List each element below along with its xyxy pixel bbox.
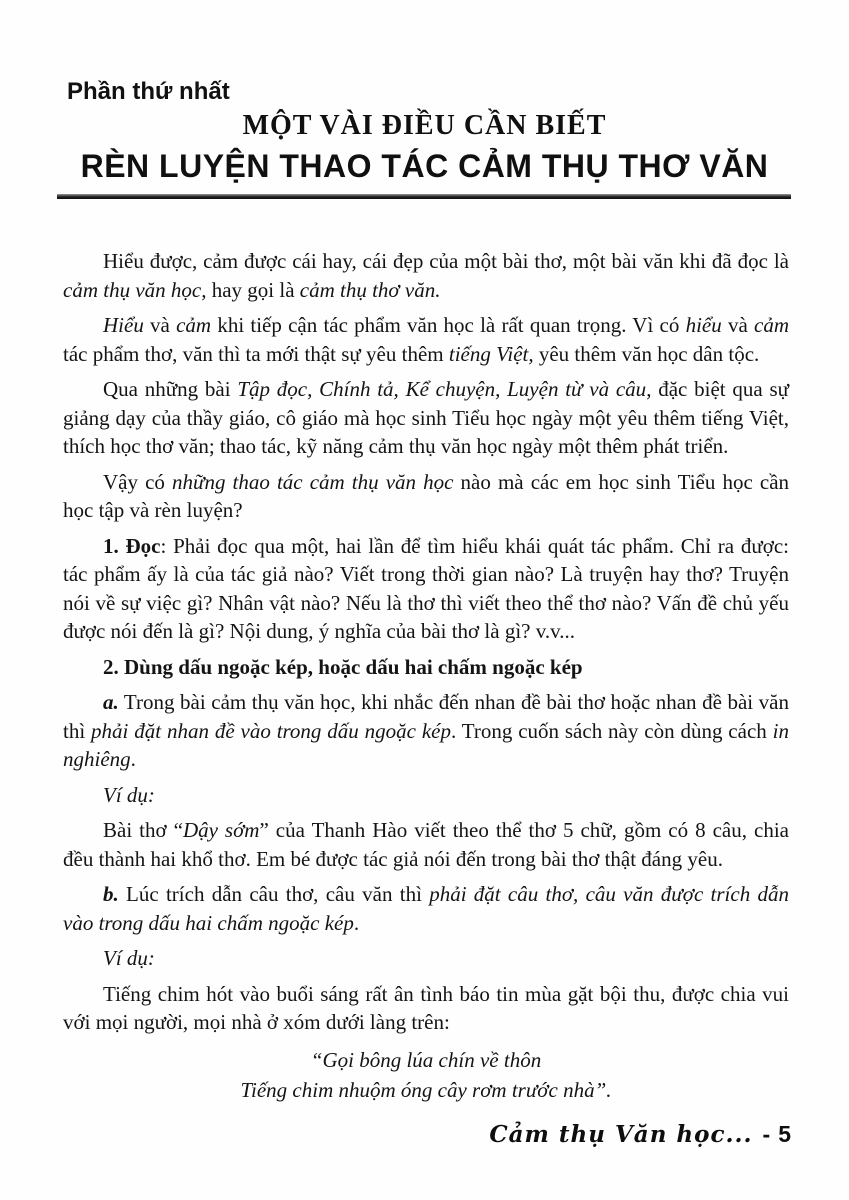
paragraph-block — [63, 375, 789, 461]
text-segment: phải đặt câu thơ, câu văn được trích dẫn vào trong dấu hai chấm ngoặc kép — [63, 882, 789, 935]
text-segment: cảm thụ thơ văn. — [299, 277, 441, 302]
text-segment: b. — [103, 882, 119, 906]
text-segment: in nghiêng — [63, 718, 789, 771]
paragraph-block — [63, 468, 789, 525]
text-segment: ” của Thanh Hào viết theo thể thơ 5 chữ, gồm có 8 câu, chia đều thành hai khổ thơ. Em bé được tác giả nói đến trong bài thơ thật đáng yêu. — [63, 818, 789, 871]
footer-page-number: 5 — [778, 1121, 791, 1147]
text-segment: Hiểu — [103, 313, 144, 337]
text-segment: và — [721, 313, 754, 337]
page-subtitle: RÈN LUYỆN THAO TÁC CẢM THỤ THƠ VĂN — [80, 148, 769, 184]
text-segment: Ví dụ: — [103, 782, 155, 807]
heading-block — [63, 653, 789, 682]
text-segment: Tiếng chim nhuộm óng cây rơm trước nhà”. — [240, 1078, 612, 1102]
text-segment: , đặc biệt qua sự giảng dạy của thầy giáo, cô giáo mà học sinh Tiểu học ngày một yêu thêm tiếng Việt, thích học thơ văn; thao tác, kỹ năng cảm thụ văn học ngày một thêm phát triển. — [63, 377, 790, 458]
text-segment: Qua những bài — [103, 377, 238, 401]
section-kicker: Phần thứ nhất — [67, 78, 230, 105]
text-segment: . — [353, 910, 360, 935]
text-segment: yêu thêm văn học dân tộc. — [533, 341, 760, 366]
text-segment: Bài thơ “ — [103, 818, 183, 842]
paragraph-block — [63, 880, 789, 937]
text-segment: và — [143, 313, 177, 337]
text-segment: : Phải đọc qua một, hai lần để tìm hiểu khái quát tác phẩm. Chỉ ra được: tác phẩm ấy là của tác giả nào? Viết trong thời gian nào? Là truyện hay thơ? Truyện nói về sự việc gì? Nhân vật nào? Nếu là thơ thì viết theo thể thơ nào? Vấn đề chủ yếu được nói đến là gì? Nội dung, ý nghĩa của bài thơ là gì? v.v... — [63, 533, 789, 643]
text-segment: khi tiếp cận tác phẩm văn học là rất quan trọng. Vì có — [211, 313, 686, 337]
text-segment: a. — [103, 690, 119, 714]
text-segment: hiểu — [685, 313, 722, 337]
text-segment: Trong bài cảm thụ văn học, khi nhắc đến nhan đề bài thơ hoặc nhan đề bài văn thì — [63, 690, 789, 743]
text-segment: những thao tác cảm thụ văn học — [172, 469, 454, 494]
paragraph-block — [63, 532, 789, 646]
text-segment: . — [130, 747, 136, 771]
page-footer — [489, 1121, 791, 1148]
example-block — [63, 944, 789, 973]
text-segment: Tiếng chim hót vào buổi sáng rất ân tình báo tin mùa gặt bội thu, được chia vui với mọi người, mọi nhà ở xóm dưới làng trên: — [63, 981, 789, 1034]
text-segment: Hiểu được, cảm được cái hay, cái đẹp của một bài thơ, một bài văn khi đã đọc là — [103, 249, 789, 273]
paragraph-block — [63, 247, 789, 304]
verse-block — [63, 1046, 789, 1075]
text-segment: phải đặt nhan đề vào trong dấu ngoặc kép — [91, 718, 451, 743]
text-segment: tiếng Việt, — [448, 341, 534, 366]
text-segment: . Trong cuốn sách này còn dùng cách — [451, 718, 773, 743]
text-segment: Dậy sớm — [182, 818, 260, 842]
text-segment: Ví dụ: — [103, 946, 155, 970]
page-body — [63, 247, 789, 1105]
paragraph-block — [63, 688, 789, 774]
paragraph-block — [63, 816, 789, 873]
text-segment: tác phẩm thơ, văn thì ta mới thật sự yêu thêm — [63, 341, 449, 366]
paragraph-block — [63, 980, 789, 1037]
text-segment: cảm thụ văn học, — [63, 277, 207, 302]
text-segment: nào mà các em học sinh Tiểu học cần học tập và rèn luyện? — [63, 469, 790, 522]
text-segment: Lúc trích dẫn câu thơ, câu văn thì — [118, 882, 430, 906]
text-segment: cảm — [754, 313, 789, 337]
title-rule-divider — [57, 194, 791, 199]
text-segment: hay gọi là — [206, 277, 300, 302]
text-segment: cảm — [176, 313, 212, 337]
text-segment: 2. Dùng dấu ngoặc kép, hoặc dấu hai chấm ngoặc kép — [103, 654, 583, 679]
page-title: MỘT VÀI ĐIỀU CẦN BIẾT — [242, 110, 607, 141]
text-segment: “Gọi bông lúa chín về thôn — [310, 1047, 542, 1072]
verse-block — [63, 1076, 789, 1105]
footer-book-title: Cảm thụ Văn học... — [489, 1121, 753, 1148]
text-segment: Vậy có — [103, 469, 172, 494]
footer-separator: - — [762, 1121, 771, 1147]
paragraph-block — [63, 311, 789, 368]
text-segment: Tập đọc, Chính tả, Kể chuyện, Luyện từ và câu — [237, 377, 647, 401]
example-block — [63, 781, 789, 810]
text-segment: 1. Đọc — [103, 533, 161, 558]
